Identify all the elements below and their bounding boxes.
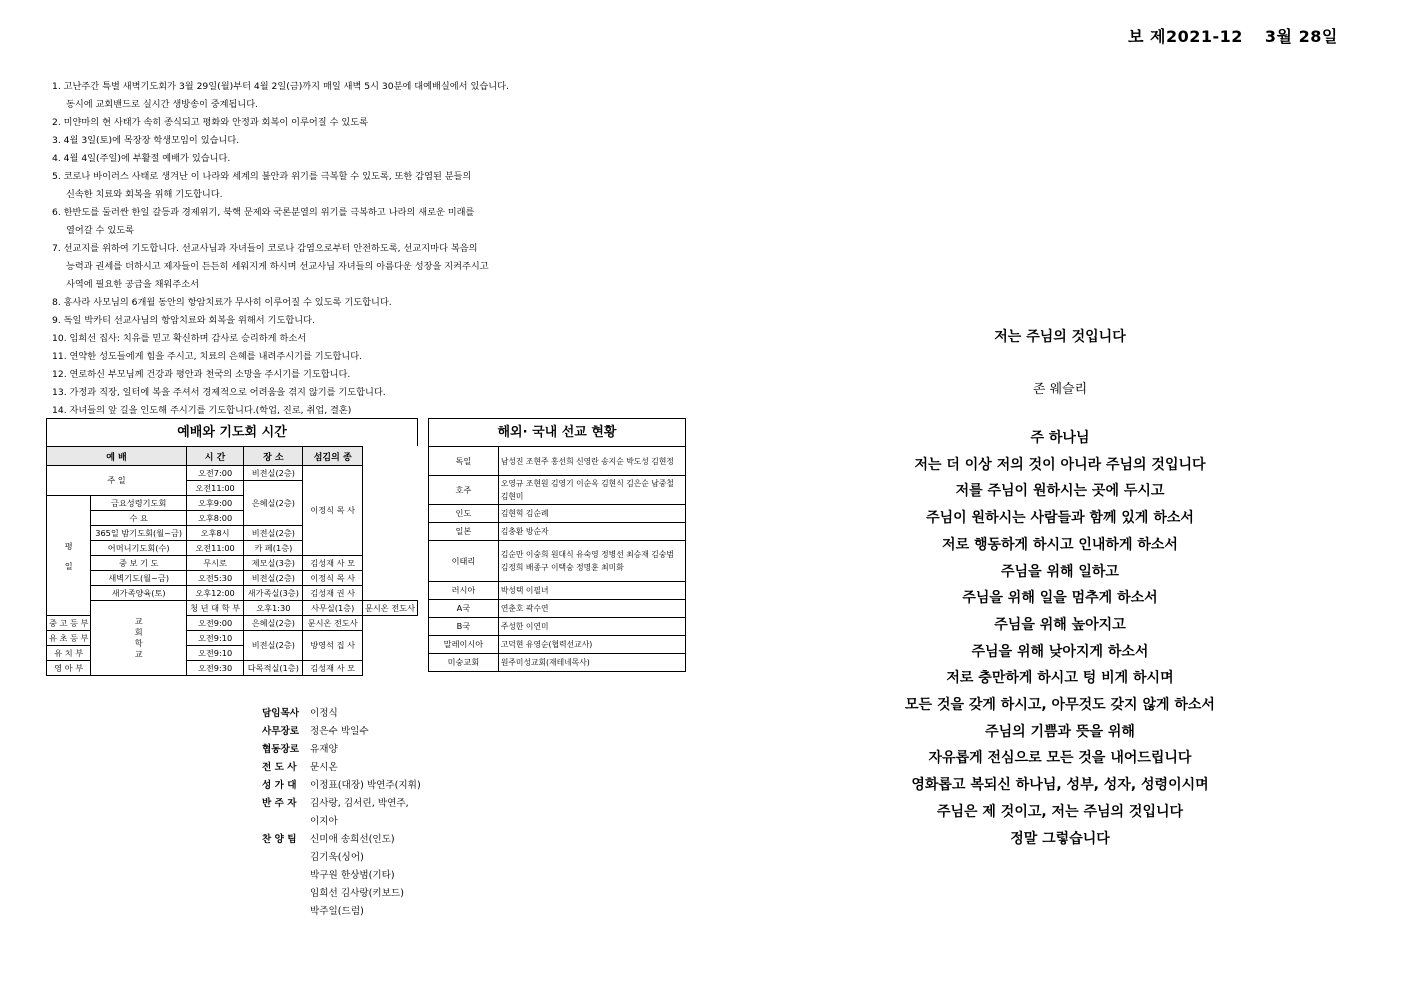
poem-line: 주님이 원하시는 사람들과 함께 있게 하소서 [926,510,1194,527]
poem-line: 저로 행동하게 하시고 인내하게 하소서 [942,536,1178,553]
prayer-item: 14. 자녀들의 앞 길을 인도해 주시기를 기도합니다.(학업, 진로, 취업, 결혼) [52,405,352,416]
list-item [262,831,421,849]
list-item [262,795,421,813]
prayer-item-cont: 능력과 권세를 더하시고 제자들이 든든히 세워지게 하시며 선교사님 자녀들의 아름다운 성장을 지켜주시고 [66,261,489,272]
col-header-leader: 섬김의 종 [303,447,362,466]
table-cell: 오후8시 [186,526,243,541]
mission-country: A국 [429,600,499,618]
table-cell: 오전9:00 [186,616,243,631]
table-cell: 오전5:30 [186,571,243,586]
mission-names: 김충환 방순자 [498,523,685,541]
poem-line: 주님은 제 것이고, 저는 주님의 것입니다 [936,803,1184,820]
list-item [262,903,421,921]
table-cell: 비전실(2층) [244,466,303,481]
list-item [262,705,421,723]
sunday-label: 주 일 [47,466,187,496]
table-cell: 김성재 사 모 [303,556,362,571]
poem-line: 주님을 위해 낮아지게 하소서 [971,643,1149,660]
mission-names: 연춘호 곽수연 [498,600,685,618]
table-cell: 오전9:30 [186,661,243,676]
table-row [429,541,686,582]
table-cell: 비전실(2층) [244,526,303,541]
mission-names: 박성택 이필녀 [498,582,685,600]
table-cell: 오후1:30 [244,601,303,616]
poem-line: 영화롭고 복되신 하나님, 성부, 성자, 성령이시며 [911,777,1209,794]
prayer-item: 12. 연로하신 부모님께 건강과 평안과 천국의 소망을 주시기를 기도합니다. [52,369,351,380]
table-row [429,476,686,505]
poem-line: 저로 충만하게 하시고 텅 비게 하시며 [946,670,1174,687]
poem-author: 존 웨슬리 [1032,382,1088,397]
list-item [262,759,421,777]
list-item [262,777,421,795]
table-cell: 비전실(2층) [244,571,303,586]
poem [850,326,1270,852]
table-row [429,523,686,541]
prayer-item: 6. 한반도를 둘러싼 한일 갈등과 경제위기, 북핵 문제와 국론분열의 위기를 극복하고 나라의 새로운 미래를 [52,207,475,218]
worship-table [46,446,418,676]
table-cell: 오전7:00 [186,466,243,481]
table-cell: 오전11:00 [186,541,243,556]
table-cell: 새가족실(3층) [244,586,303,601]
table-cell: 중 고 등 부 [47,616,91,631]
mission-country: 미숭교회 [429,654,499,672]
staff-names: 문시온 [310,762,338,773]
staff-role: 찬 양 팀 [262,834,297,845]
mission-country: 호주 [429,476,499,505]
mission-names: 남성진 조현주 홍선희 신영란 송지순 박도성 김현정 [498,447,685,476]
staff-list [262,705,421,921]
poem-lines [850,425,1270,852]
table-cell: 오후9:00 [186,496,243,511]
mission-country: B국 [429,618,499,636]
table-row [429,600,686,618]
list-item [262,741,421,759]
table-cell: 오전11:00 [186,481,243,496]
mission-names: 김순만 이숭희 원대식 유숙영 정병선 최승재 김숭범 김정희 배종구 이택숭 정명훈 최미화 [498,541,685,582]
mission-country: 독일 [429,447,499,476]
list-item [262,813,421,831]
table-cell: 문시온 전도사 [303,616,362,631]
table-cell: 다목적실(1층) [244,661,303,676]
table-cell: 오후8:00 [186,511,243,526]
staff-names: 김사랑, 김서린, 박연주, [310,798,409,809]
prayer-item: 10. 임희선 집사: 치유를 믿고 확신하며 감사로 승리하게 하소서 [52,333,307,344]
poem-line: 저를 주님이 원하시는 곳에 두시고 [955,483,1165,500]
prayer-item-cont: 열어갈 수 있도록 [66,225,134,236]
school-side-label: 교 회 학 교 [91,601,186,676]
mission-country: 일본 [429,523,499,541]
worship-schedule [46,418,418,676]
table-cell: 365일 밤기도회(월~금) [91,526,186,541]
poem-line: 주님을 위해 일하고 [1001,563,1119,580]
prayer-item: 9. 독일 박카티 선교사님의 항암치료와 회복을 위해서 기도합니다. [52,315,315,326]
prayer-item: 7. 선교지를 위하여 기도합니다. 선교사님과 자녀들이 코로나 감염으로부터 안전하도록, 선교지마다 복음의 [52,243,478,254]
staff-names: 신미애 송희선(인도) [310,834,395,845]
prayer-item: 13. 가정과 직장, 일터에 복을 주셔서 경제적으로 어려움을 겪지 않기를 기도합니다. [52,387,386,398]
col-header-time: 시 간 [186,447,243,466]
table-cell: 중 보 기 도 [91,556,186,571]
worship-table-title: 예배와 기도회 시간 [46,418,418,446]
table-cell: 오후12:00 [186,586,243,601]
mission-status [428,418,686,672]
list-item [262,723,421,741]
staff-role: 협동장로 [262,744,300,755]
table-row [429,505,686,523]
staff-names: 김기욱(싱어) [310,852,364,863]
prayer-item: 1. 고난주간 특별 새벽기도회가 3월 29일(월)부터 4월 2일(금)까지 매일 새벽 5시 30분에 대예배실에서 있습니다. [52,81,509,92]
poem-line: 주님의 기쁨과 뜻을 위해 [985,723,1135,740]
table-cell: 이정식 목 사 [303,466,362,556]
mission-names: 원주미성교회(재테네목사) [498,654,685,672]
staff-role: 사무장로 [262,726,300,737]
mission-table [428,446,686,672]
poem-line: 주님을 위해 높아지고 [994,616,1126,633]
prayer-item: 5. 코로나 바이러스 사태로 생겨난 이 나라와 세계의 불안과 위기를 극복할 수 있도록, 또한 감염된 분들의 [52,171,472,182]
table-cell: 어머니기도회(수) [91,541,186,556]
table-cell: 문시온 전도사 [362,601,417,616]
staff-names: 박주일(드럼) [310,906,364,917]
mission-country: 러시아 [429,582,499,600]
table-cell: 제모실(3층) [244,556,303,571]
staff-names: 이정식 [310,708,338,719]
table-cell: 수 요 [91,511,186,526]
prayer-list [52,78,692,420]
prayer-item-cont: 사역에 필요한 공급을 채워주소서 [66,279,200,290]
table-cell: 은혜실(2층) [244,616,303,631]
table-cell: 오전9:10 [186,646,243,661]
poem-line: 저는 더 이상 저의 것이 아니라 주님의 것입니다 [914,456,1206,473]
table-cell: 청 년 대 학 부 [186,601,243,616]
poem-line: 주님을 위해 일을 멈추게 하소서 [962,590,1158,607]
staff-names: 이정표(대장) 박연주(지휘) [310,780,421,791]
mission-names: 김현혁 김순례 [498,505,685,523]
table-cell: 이정식 목 사 [303,571,362,586]
poem-line: 정말 그렇습니다 [1010,830,1110,847]
staff-names: 유재양 [310,744,338,755]
table-row [429,618,686,636]
mission-country: 이태리 [429,541,499,582]
table-cell: 새벽기도(월~금) [91,571,186,586]
staff-names: 이지아 [310,816,338,827]
staff-role: 담임목사 [262,708,300,719]
table-cell: 새가족양육(토) [91,586,186,601]
poem-title: 저는 주님의 것입니다 [994,329,1126,345]
table-cell: 김성재 사 모 [303,661,362,676]
mission-names: 오영규 조현원 김영기 이순옥 김현식 김은순 남중철 김현미 [498,476,685,505]
table-cell: 금요성령기도회 [91,496,186,511]
mission-table-title: 해외· 국내 선교 현황 [428,418,686,446]
prayer-item: 4. 4월 4일(주일)에 부활절 예배가 있습니다. [52,153,231,164]
table-cell: 무시로 [186,556,243,571]
issue-header [1128,24,1338,47]
prayer-item: 2. 미얀마의 현 사태가 속히 종식되고 평화와 안정과 회복이 이루어질 수 있도록 [52,117,369,128]
table-row [429,582,686,600]
poem-line: 주 하나님 [1030,430,1090,446]
staff-role: 성 가 대 [262,780,297,791]
table-cell: 영 아 부 [47,661,91,676]
prayer-item: 11. 연약한 성도들에게 힘을 주시고, 치료의 은혜를 내려주시기를 기도합니다. [52,351,363,362]
table-cell: 유 치 부 [47,646,91,661]
staff-role: 전 도 사 [262,762,297,773]
table-cell: 은혜실(2층) [244,481,303,526]
prayer-item: 8. 홍사라 사모님의 6개월 동안의 항암치료가 무사히 이루어질 수 있도록 기도합니다. [52,297,392,308]
mission-country: 말레이시아 [429,636,499,654]
table-row [429,636,686,654]
mission-names: 주성한 이연미 [498,618,685,636]
prayer-item-cont: 동시에 교회밴드로 실시간 생방송이 중계됩니다. [66,99,259,110]
issue-date: 3월 28일 [1264,27,1338,46]
issue-number: 보 제2021-12 [1128,27,1243,46]
prayer-item-cont: 신속한 치료와 회복을 위해 기도합니다. [66,189,223,200]
poem-line: 모든 것을 갖게 하시고, 아무것도 갖지 않게 하소서 [905,697,1215,714]
mission-country: 인도 [429,505,499,523]
table-cell: 카 페(1층) [244,541,303,556]
table-row [429,654,686,672]
list-item [262,885,421,903]
table-row [429,447,686,476]
weekday-side-label: 평 일 [47,496,91,616]
col-header-place: 장 소 [244,447,303,466]
table-cell: 김성재 권 사 [303,586,362,601]
col-header-service: 예 배 [47,447,187,466]
list-item [262,867,421,885]
table-cell: 사무실(1층) [303,601,362,616]
poem-line: 자유롭게 전심으로 모든 것을 내어드립니다 [928,750,1192,767]
table-cell: 유 초 등 부 [47,631,91,646]
staff-names: 박구원 한상범(기타) [310,870,395,881]
mission-names: 고덕현 유영순(협력선교사) [498,636,685,654]
prayer-item: 3. 4월 3일(토)에 목장장 학생모임이 있습니다. [52,135,240,146]
staff-role: 반 주 자 [262,798,297,809]
table-cell: 오전9:10 [186,631,243,646]
list-item [262,849,421,867]
table-cell: 비전실(2층) [244,631,303,661]
staff-names: 정은수 박일수 [310,726,369,737]
staff-names: 임희선 김사랑(키보드) [310,888,404,899]
table-cell: 방영석 집 사 [303,631,362,661]
